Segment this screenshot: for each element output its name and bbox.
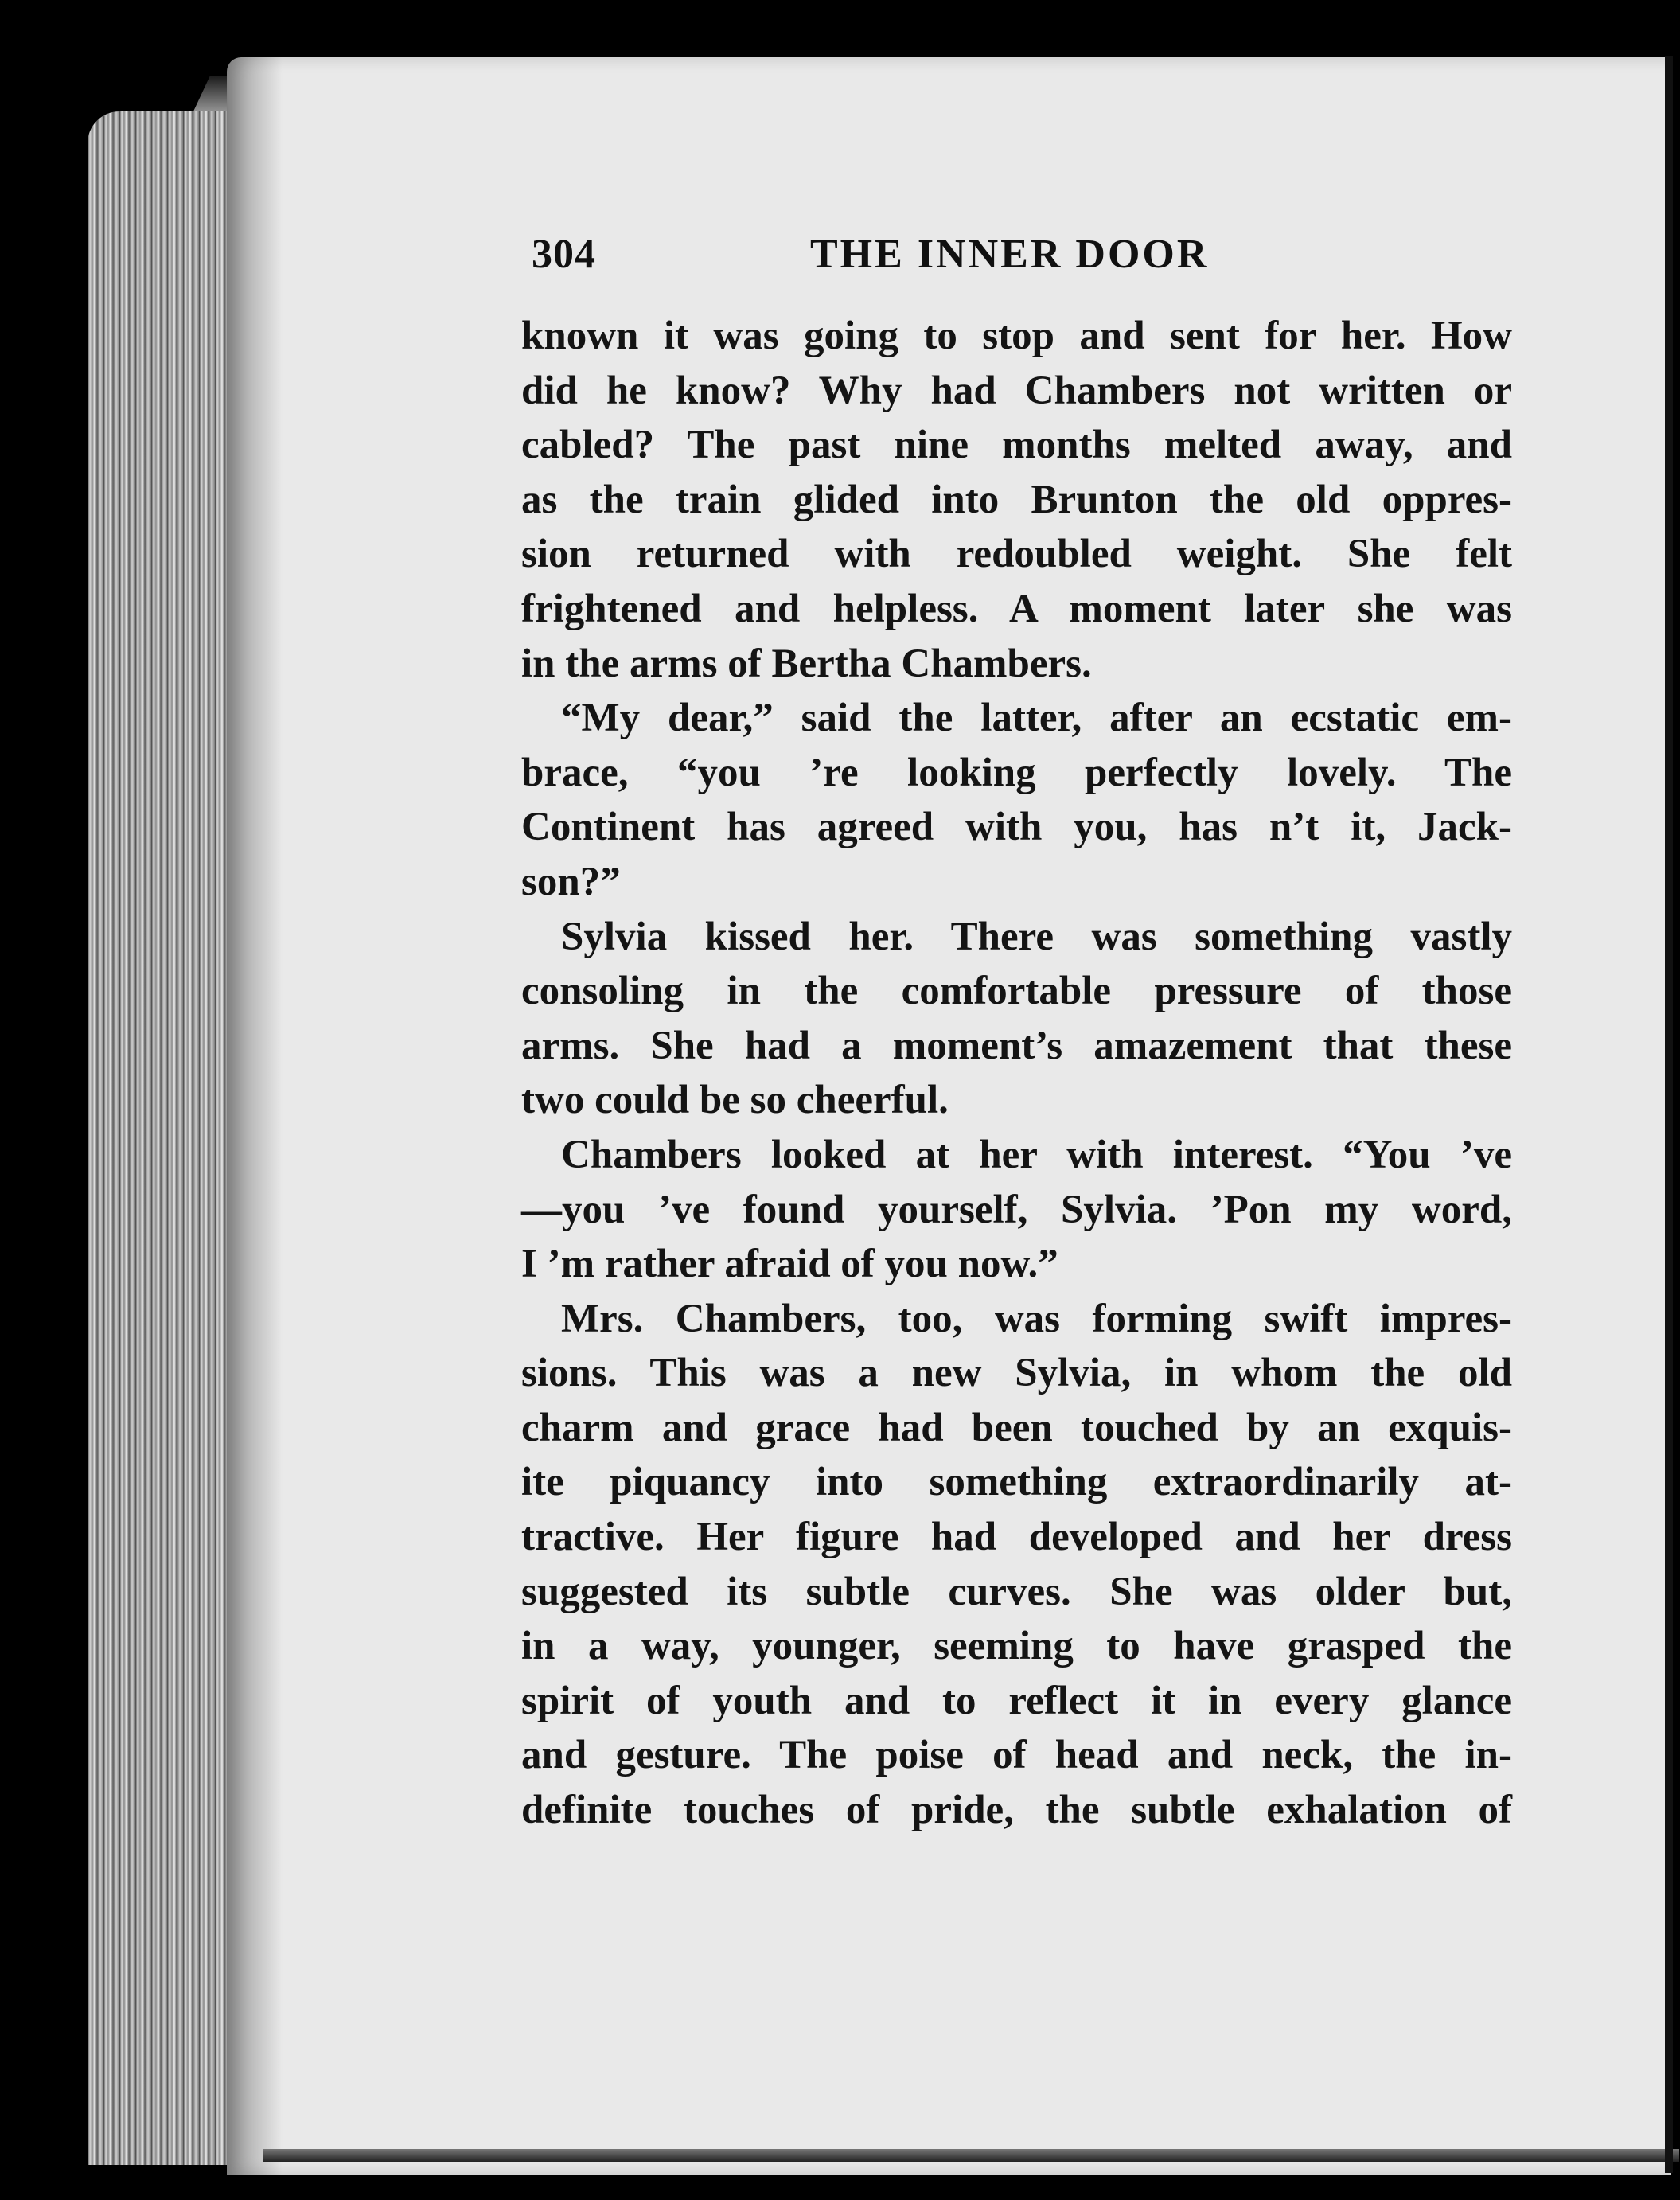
running-title: THE INNER DOOR xyxy=(810,232,1210,277)
page-number: 304 xyxy=(532,232,596,277)
text-line: son?” xyxy=(521,859,621,904)
text-line: tractive. Her figure had developed and her dress xyxy=(521,1515,1512,1560)
text-line: cabled? The past nine months melted away, and xyxy=(521,423,1512,468)
text-line: Mrs. Chambers, too, was forming swift impres- xyxy=(561,1296,1512,1341)
text-line: in the arms of Bertha Chambers. xyxy=(521,641,1092,686)
text-line: Chambers looked at her with interest. “You ’ve xyxy=(561,1132,1512,1177)
page-bottom-edge xyxy=(263,2149,1679,2162)
text-line: frightened and helpless. A moment later she was xyxy=(521,586,1512,631)
text-line: Sylvia kissed her. There was something vastly xyxy=(561,914,1512,959)
body-text xyxy=(521,309,1512,1838)
text-line: arms. She had a moment’s amazement that these xyxy=(521,1023,1512,1068)
text-line: sion returned with redoubled weight. She felt xyxy=(521,532,1512,577)
text-line: —you ’ve found yourself, Sylvia. ’Pon my word, xyxy=(521,1187,1512,1232)
page-right-edge xyxy=(1665,56,1673,2173)
running-head xyxy=(532,231,1512,295)
text-line: known it was going to stop and sent for her. How xyxy=(521,314,1512,358)
text-line: charm and grace had been touched by an exquis- xyxy=(521,1405,1512,1450)
text-line: spirit of youth and to reflect it in every glance xyxy=(521,1678,1512,1723)
text-line: two could be so cheerful. xyxy=(521,1078,949,1123)
text-line: Continent has agreed with you, has n’t it, Jack- xyxy=(521,805,1512,850)
text-line: and gesture. The poise of head and neck, the in- xyxy=(521,1733,1512,1778)
text-line: as the train glided into Brunton the old oppres- xyxy=(521,477,1512,522)
text-line: I ’m rather afraid of you now.” xyxy=(521,1242,1058,1287)
text-line: definite touches of pride, the subtle exhalation of xyxy=(521,1788,1512,1833)
text-line: sions. This was a new Sylvia, in whom the old xyxy=(521,1351,1512,1396)
text-line: brace, “you ’re looking perfectly lovely. The xyxy=(521,750,1512,795)
text-line: in a way, younger, seeming to have grasped the xyxy=(521,1624,1512,1669)
text-line: suggested its subtle curves. She was older but, xyxy=(521,1569,1512,1614)
text-line: did he know? Why had Chambers not written or xyxy=(521,368,1512,413)
gutter-shadow xyxy=(227,57,283,2175)
text-line: ite piquancy into something extraordinarily at- xyxy=(521,1460,1512,1505)
text-line: consoling in the comfortable pressure of those xyxy=(521,969,1512,1014)
text-line: “My dear,” said the latter, after an ecstatic em- xyxy=(561,696,1512,741)
